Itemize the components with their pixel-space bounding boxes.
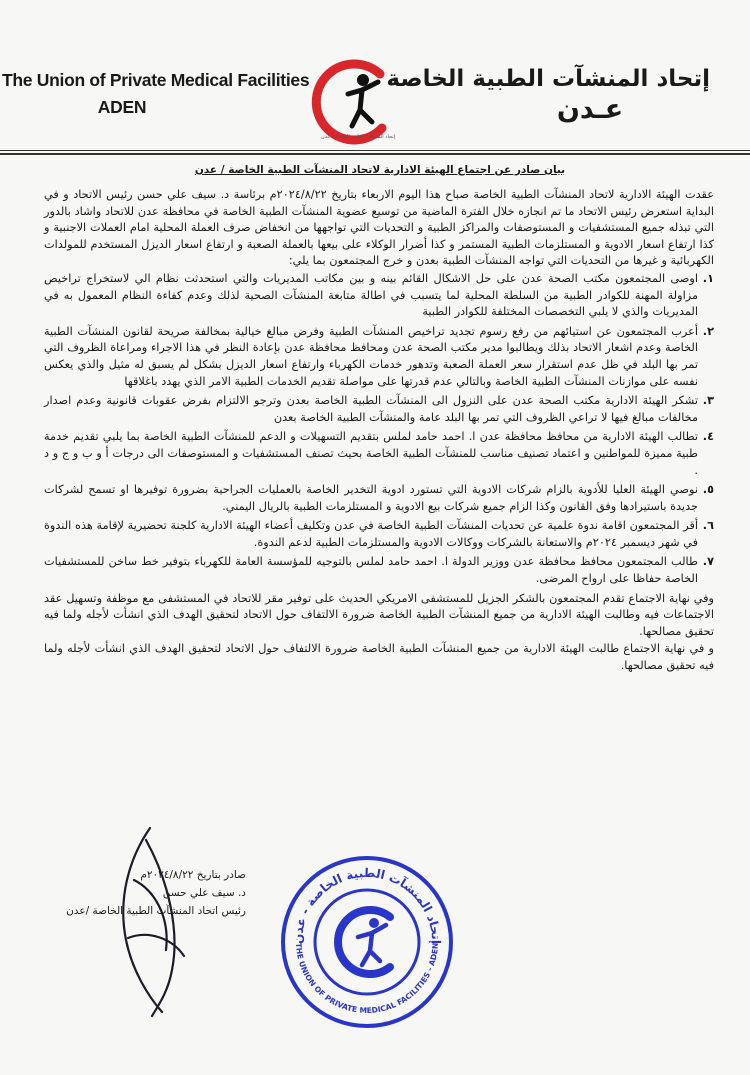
item-text: طالب المجتمعون محافظ محافظة عدن ووزير الدولة ا. احمد حامد لملس بالتوجيه للمؤسسة العامة للكهرباء بتوفير خط ساخن للمستشفيات الخاصة حفاظا على ارواح المرضى.: [44, 555, 698, 586]
issue-date: صادر بتاريخ ٢٠٢٤/٨/٢٢م: [140, 869, 246, 881]
official-stamp-icon: [278, 853, 456, 1031]
item-number: ١.: [702, 271, 714, 285]
letterhead-english: [2, 70, 310, 118]
signatory-name: د. سيف علي حسن: [162, 887, 246, 899]
item-number: ٤.: [702, 430, 714, 444]
list-item: [44, 518, 714, 551]
list-item: [44, 482, 714, 515]
list-item: [44, 271, 714, 321]
item-text: نوصي الهيئة العليا للأدوية بالزام شركات الادوية التي تستورد ادوية التخدير الخاصة بالعمليات الجراحية بضرورة توفيرها او تسمح لشركات جديدة باستيرادها وفق القانون وكذا الزام جميع شركات بيع الادوية و المستلزمات الطبية بالريال اليمني.: [44, 483, 698, 513]
item-text: أقر المجتمعون اقامة ندوة علمية عن تحديات المنشآت الطبية الخاصة في عدن وتكليف أعضاء الهيئة الادارية كلجنة تحضيرية لإقامة هذه الندوة في شهر ديسمبر ٢٠٢٤م والاستعانة بالشركات ووكالات الادوية والمستلزمات الطبية لدعم الندوة.: [44, 519, 698, 549]
arabic-city: عـدن: [556, 94, 624, 125]
item-number: ٧.: [702, 555, 714, 569]
item-number: ٥.: [702, 483, 714, 497]
item-text: تطالب الهيئة الادارية من محافظ محافظة عدن ا. احمد حامد لملس بتقديم التسهيلات و الدعم للمنشآت الطبية الخاصة بما يلبي تقديم خدمة طبية مميزة للمواطنين و اعتماد تصنيف مناسب للمنشآت الطبية الخاصة بحيث تصنف المستشفيات و المستوصفات الى درجات أ و ب و ج و د .: [44, 430, 698, 477]
item-number: ٦.: [702, 519, 714, 533]
closing-paragraph-2: و في نهاية الاجتماع طالبت الهيئة الادارية من جميع المنشآت الطبية الخاصة ضرورة الالتفاف حول الاتحاد لتحقيق الهدف الذي انشأت لأجله ولما فيه تحقيق مصالحها.: [44, 642, 714, 673]
signatory-role: رئيس اتحاد المنشآت الطبية الخاصة /عدن: [66, 905, 246, 917]
stamp-english-ring: THE UNION OF PRIVATE MEDICAL FACILITIES - ADEN: [293, 942, 441, 1016]
item-number: ٢.: [702, 324, 714, 338]
intro-paragraph: عقدت الهيئة الادارية لاتحاد المنشآت الطبية الخاصة صباح هذا اليوم الاربعاء بتاريخ ٢٠٢٤/٨/٢٢م برئاسة د. سيف علي حسن رئيس الاتحاد و في البداية استعرض رئيس الاتحاد ما تم انجازه خلال الفترة الماضية من توسيع عضوية المنشآت الطبية الخاصة في محافظة عدن للاتحاد واشاد بالدور التي تبذله جميع المستشفيات و المستوصفات والمراكز الطبية و التحديات التي تواجهها من انخفاض صرف العملة المحلية امام العملات الاجنبية و كذا ارتفاع اسعار الادوية و المستلزمات الطبية المستمر و كذا أضرار الوكلاء على بيعها بالعملة الصعبة و ارتفاع اسعار الديزل المستخدم للمولدات الكهربائية و غيرها من التحديات التي تواجه المنشآت الطبية بعدن و خرج المجتمعون بما يلي:: [44, 188, 715, 268]
header-rule-top: [0, 150, 750, 151]
english-org-name: The Union of Private Medical Facilities: [2, 70, 310, 90]
item-text: تشكر الهيئة الادارية مكتب الصحة عدن على النزول الى المنشآت الطبية الخاصة بعدن وترجو الالتزام بفرض عقوبات قانونية وعدم اصدار مخالفات مبالغ فيها لا تراعي الظروف التي تمر بها البلد عامة والمنشآت الطبية الخاصة بعدن: [44, 394, 698, 424]
list-item: [44, 324, 714, 390]
letterhead-arabic: [386, 66, 710, 125]
list-item: [44, 393, 714, 426]
stamp-arabic-ring: إتحاد المنشآت الطبية الخاصة - عدن: [290, 865, 444, 945]
list-item: [44, 554, 714, 587]
statement-body: [44, 187, 714, 676]
statement-title: بيان صادر عن اجتماع الهيئة الادارية لاتحاد المنشآت الطبية الخاصة / عدن: [194, 164, 566, 176]
header-rule-bottom: [0, 153, 750, 155]
english-city: ADEN: [97, 97, 147, 117]
closing-paragraph-1: وفي نهاية الاجتماع تقدم المجتمعون بالشكر الجزيل للمستشفى الامريكي الحديث على توفير مقر للاتحاد في المستشفى مع موظفة وتسهيل عقد الاجتماعات فيه وطالبت الهيئة الادارية من جميع المنشآت الطبية الخاصة ضرورة الالتفاف حول الاتحاد لتحقيق الهدف الذي انشأت لأجله ولما فيه تحقيق مصالحها.: [44, 591, 714, 638]
logo-caption: إتحاد المنشآت الطبية الخاصة - عدن: [320, 134, 396, 140]
item-text: أعرب المجتمعون عن استيائهم من رفع رسوم تجديد تراخيص المنشآت الطبية وفرض مبالغ خيالية بمخالفة صريحة لقانون المنشآت الطبية الخاصة وعدم اشعار الاتحاد بذلك ويطالبوا مدير مكتب الصحة عدن ومحافظ محافظة عدن بإعادة النظر في هذا الاجراء ومراعاة الظروف التي تمر بها البلد في ظل عدم استقرار سعر العملة الصعبة وتدهور خدمات الكهرباء وارتفاع اسعار الديزل بشكل لم يسبق له مثيل والذي يعكس نفسه على موازنات المنشآت الطبية الخاصة وبالتالي عدم قدرتها على مواصلة تقديم الخدمات الطبية الامر الذي يهدد باغلاقها: [44, 324, 698, 388]
list-item: [44, 429, 714, 479]
arabic-org-name: إتحاد المنشآت الطبية الخاصة: [386, 66, 710, 92]
item-text: اوصى المجتمعون مكتب الصحة عدن على حل الاشكال القائم بينه و بين مكاتب المديريات والتي استحدثت نظام الي لاستخراج تراخيص مزاولة المهنة للكوادر الطبية من السلطة المحلية لما يتسبب في اطالة متابعة المنشآت الصحية لذلك وعدم كفاءة النظام المعمول به في المديريات والذي لا يلبي التخصصات المختلفة للكوادر الطبية: [44, 271, 698, 319]
item-number: ٣.: [702, 394, 714, 408]
handwritten-signature-icon: [88, 820, 218, 1020]
